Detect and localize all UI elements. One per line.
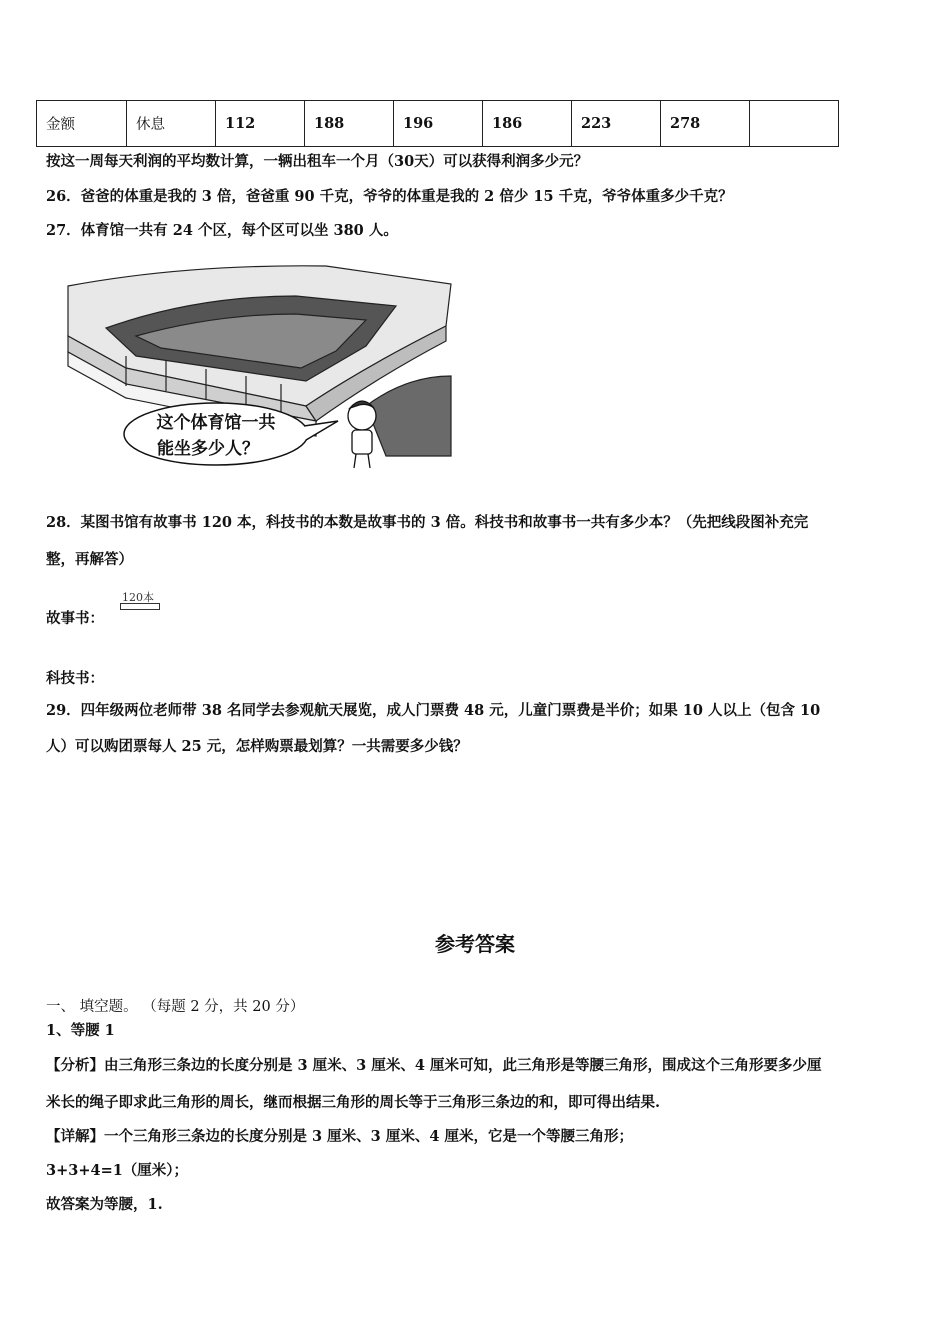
table-cell: 196 — [394, 101, 483, 147]
question-26: 26．爸爸的体重是我的 3 倍，爸爸重 90 千克，爷爷的体重是我的 2 倍少 15 千克，爷爷体重多少千克？ — [46, 188, 733, 205]
answers-title: 参考答案 — [435, 932, 515, 956]
detail-line: 【详解】一个三角形三条边的长度分别是 3 厘米、3 厘米、4 厘米，它是一个等腰三角形； — [46, 1128, 633, 1145]
table-cell: 223 — [572, 101, 661, 147]
conclusion-line: 故答案为等腰，1. — [46, 1196, 163, 1213]
table-cell: 186 — [483, 101, 572, 147]
table-cell: 休息 — [127, 101, 216, 147]
question-28-line-1: 28．某图书馆有故事书 120 本，科技书的本数是故事书的 3 倍。科技书和故事书一共有多少本？（先把线段图补充完 — [46, 514, 809, 531]
profit-table — [36, 100, 839, 147]
answer-item-1: 1、等腰 1 — [46, 1022, 115, 1039]
question-29-line-2: 人）可以购团票每人 25 元，怎样购票最划算？一共需要多少钱？ — [46, 738, 468, 755]
question-27: 27．体育馆一共有 24 个区，每个区可以坐 380 人。 — [46, 222, 398, 239]
analysis-line-2: 米长的绳子即求此三角形的周长，继而根据三角形的周长等于三角形三条边的和，即可得出结果. — [46, 1094, 661, 1111]
story-book-label: 故事书： — [46, 610, 104, 627]
tech-book-label: 科技书： — [46, 670, 104, 687]
story-book-segment — [120, 603, 160, 610]
question-25-tail: 按这一周每天利润的平均数计算，一辆出租车一个月（30天）可以获得利润多少元？ — [46, 153, 589, 170]
boy-figure — [348, 401, 376, 468]
table-cell: 112 — [216, 101, 305, 147]
bubble-line-2: 能坐多少人？ — [157, 439, 259, 459]
question-28-line-2: 整，再解答） — [46, 551, 133, 568]
bubble-line-1: 这个体育馆一共 — [156, 413, 276, 433]
analysis-line-1: 【分析】由三角形三条边的长度分别是 3 厘米、3 厘米、4 厘米可知，此三角形是等腰三角形，围成这个三角形要多少厘 — [46, 1057, 822, 1074]
table-cell: 278 — [661, 101, 750, 147]
calculation-line: 3+3+4=1（厘米）； — [46, 1162, 189, 1179]
answers-section-heading: 一、 填空题。 （每题 2 分，共 20 分） — [46, 999, 305, 1015]
table-cell — [750, 101, 839, 147]
segment-length-label: 120本 — [122, 591, 154, 604]
table-cell: 188 — [305, 101, 394, 147]
table-row — [37, 101, 839, 147]
table-cell: 金额 — [37, 101, 127, 147]
question-29-line-1: 29．四年级两位老师带 38 名同学去参观航天展览，成人门票费 48 元，儿童门票费是半价；如果 10 人以上（包含 10 — [46, 702, 821, 719]
stadium-illustration — [66, 256, 456, 476]
